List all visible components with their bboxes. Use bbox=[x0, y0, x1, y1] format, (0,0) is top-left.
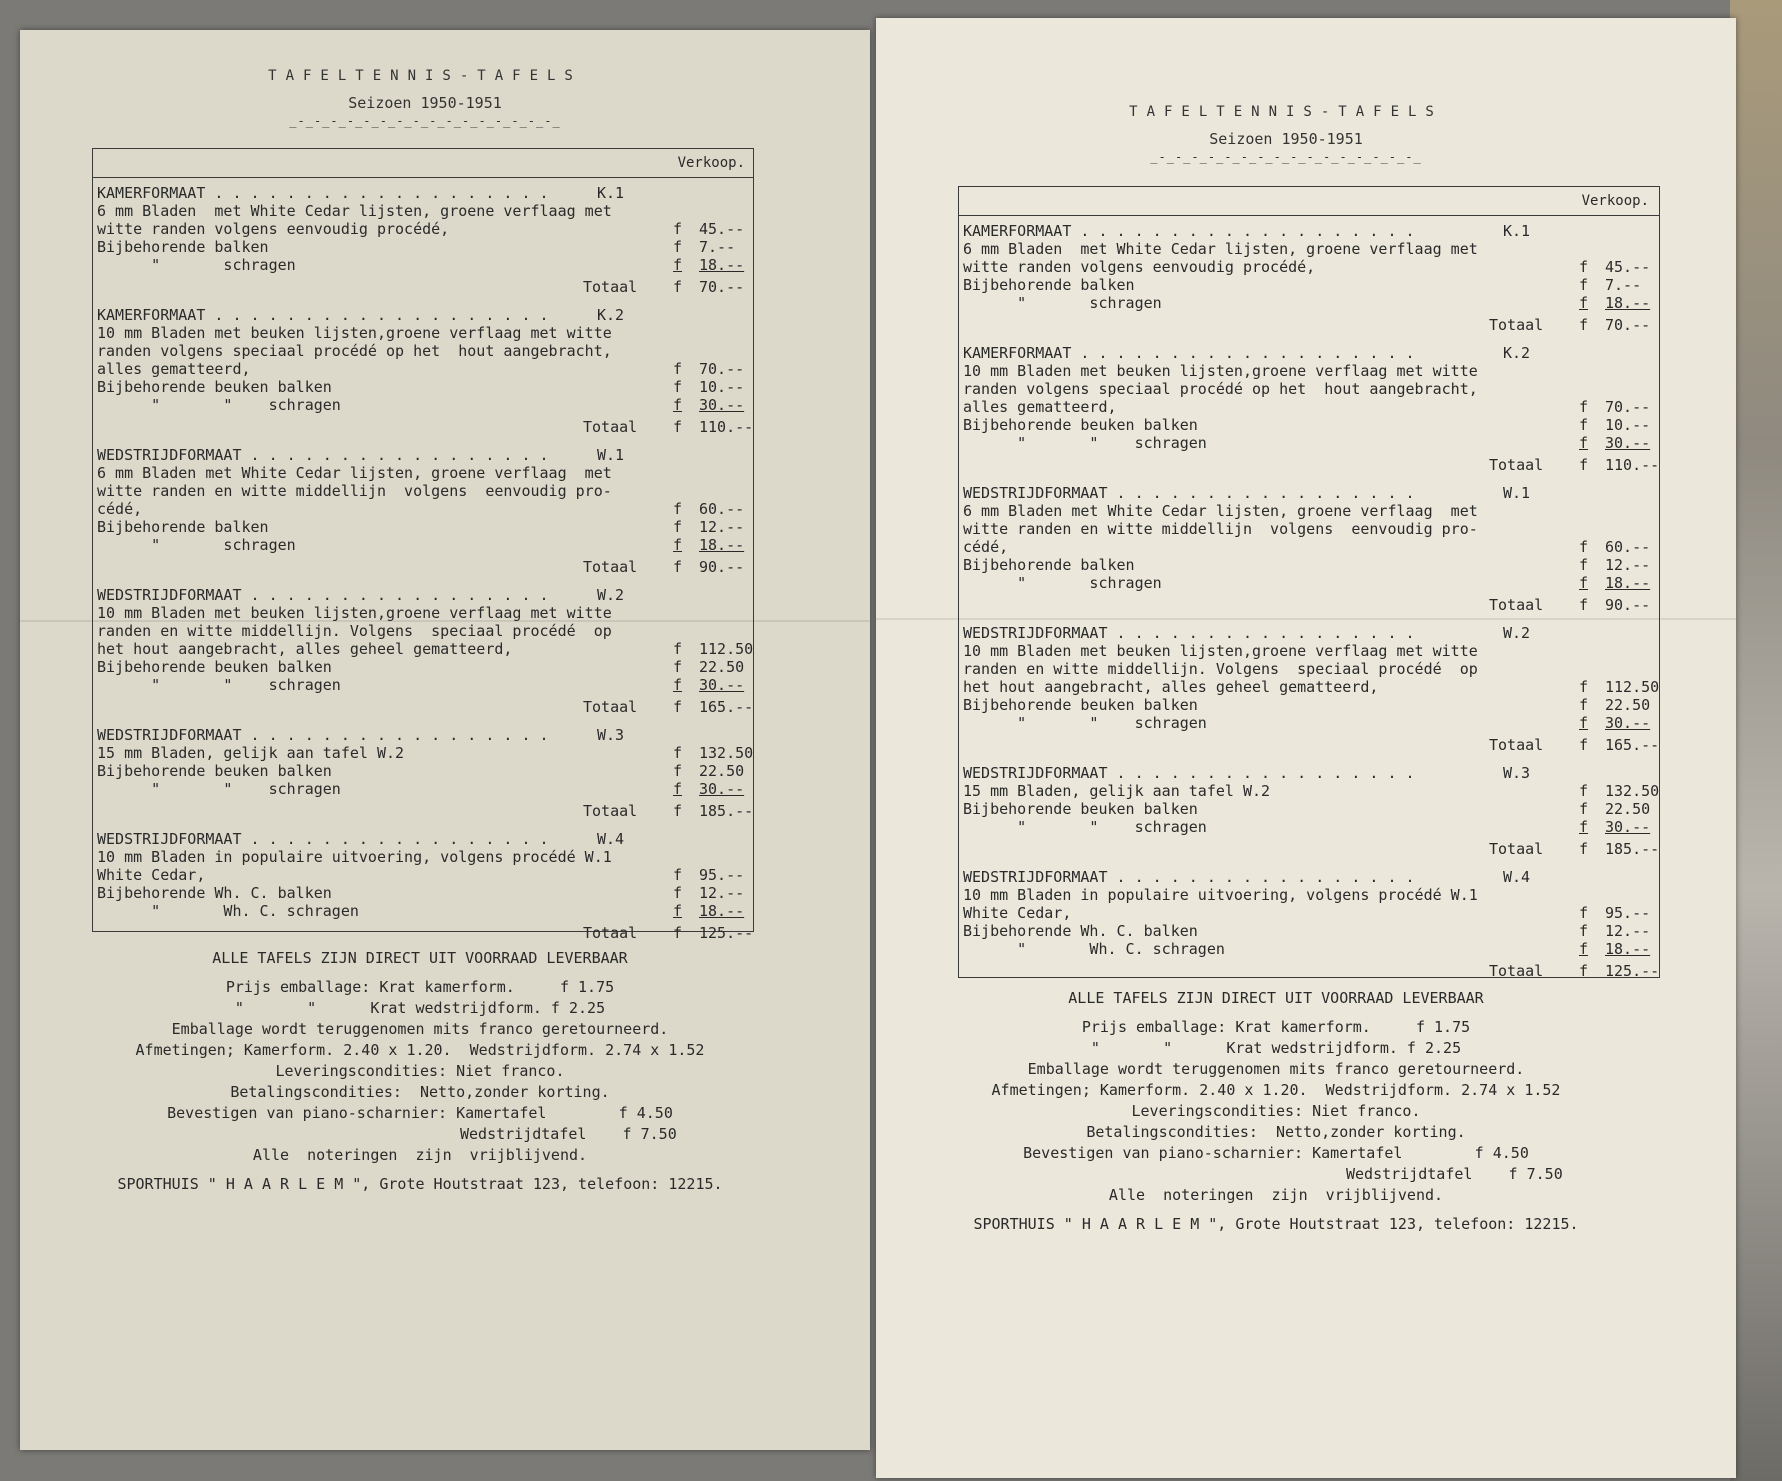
text-line bbox=[97, 621, 753, 641]
currency-symbol: f bbox=[673, 238, 683, 256]
section-total: 110.-- bbox=[699, 418, 754, 436]
section-total: 90.-- bbox=[699, 558, 745, 576]
text-line bbox=[963, 817, 1659, 837]
section-description: randen en witte middellijn. Volgens speciaal procédé op bbox=[963, 660, 1478, 678]
item-price: 7.-- bbox=[699, 238, 736, 256]
total-label: Totaal bbox=[1489, 316, 1544, 334]
section-code: W.4 bbox=[597, 830, 625, 848]
currency-symbol: f bbox=[673, 744, 683, 762]
text-line bbox=[97, 603, 753, 623]
currency-symbol: f bbox=[1579, 818, 1589, 836]
text-line bbox=[963, 921, 1659, 941]
currency-symbol: f bbox=[673, 558, 683, 576]
column-header-verkoop: Verkoop. bbox=[677, 155, 745, 171]
currency-symbol: f bbox=[673, 518, 683, 536]
item-price: 22.50 bbox=[1605, 696, 1651, 714]
section-description: 10 mm Bladen in populaire uitvoering, volgens procédé W.1 bbox=[963, 886, 1478, 904]
text-line bbox=[963, 519, 1659, 539]
hinge-price-room: Bevestigen van piano-scharnier: Kamertafel f 4.50 bbox=[167, 1104, 673, 1122]
text-line bbox=[97, 883, 753, 903]
item-price: 22.50 bbox=[1605, 800, 1651, 818]
item-label: Bijbehorende balken bbox=[97, 238, 269, 256]
text-line bbox=[97, 305, 753, 325]
total-label: Totaal bbox=[1489, 840, 1544, 858]
item-price: 7.-- bbox=[1605, 276, 1642, 294]
section-code: K.2 bbox=[597, 306, 625, 324]
background-surface bbox=[1730, 0, 1782, 1481]
item-price: 132.50 bbox=[1605, 782, 1660, 800]
text-line bbox=[963, 763, 1659, 783]
currency-symbol: f bbox=[673, 640, 683, 658]
text-line bbox=[97, 463, 753, 483]
item-label: " " schragen bbox=[97, 396, 341, 414]
currency-symbol: f bbox=[673, 500, 683, 518]
text-line bbox=[97, 779, 753, 799]
item-price: 45.-- bbox=[699, 220, 745, 238]
item-price: 132.50 bbox=[699, 744, 754, 762]
section-code: W.4 bbox=[1503, 868, 1531, 886]
hinge-price-tournament: Wedstrijdtafel f 7.50 bbox=[460, 1125, 677, 1143]
header-divider bbox=[93, 177, 753, 178]
currency-symbol: f bbox=[1579, 782, 1589, 800]
text-line bbox=[963, 275, 1659, 295]
text-line bbox=[963, 501, 1659, 521]
item-label: " Wh. C. schragen bbox=[963, 940, 1225, 958]
section-heading: KAMERFORMAAT . . . . . . . . . . . . . . . . . . . bbox=[963, 222, 1415, 240]
section-code: W.2 bbox=[1503, 624, 1531, 642]
text-line bbox=[97, 359, 753, 379]
text-line bbox=[97, 923, 753, 943]
price-table bbox=[958, 186, 1660, 978]
currency-symbol: f bbox=[1579, 962, 1589, 980]
item-label: Bijbehorende balken bbox=[963, 276, 1135, 294]
text-line bbox=[97, 395, 753, 415]
footer-block bbox=[876, 988, 1676, 1235]
currency-symbol: f bbox=[1579, 294, 1589, 312]
item-price: 95.-- bbox=[1605, 904, 1651, 922]
item-label: Bijbehorende Wh. C. balken bbox=[97, 884, 332, 902]
currency-symbol: f bbox=[1579, 456, 1589, 474]
item-label: " Wh. C. schragen bbox=[97, 902, 359, 920]
document-title: TAFELTENNIS-TAFELS bbox=[268, 68, 582, 84]
currency-symbol: f bbox=[1579, 736, 1589, 754]
section-code: W.2 bbox=[597, 586, 625, 604]
total-label: Totaal bbox=[583, 802, 638, 820]
currency-symbol: f bbox=[1579, 940, 1589, 958]
section-total: 70.-- bbox=[1605, 316, 1651, 334]
section-total: 125.-- bbox=[699, 924, 754, 942]
item-price: 10.-- bbox=[1605, 416, 1651, 434]
item-label: Bijbehorende beuken balken bbox=[963, 800, 1198, 818]
item-label: " " schragen bbox=[97, 780, 341, 798]
text-line bbox=[963, 867, 1659, 887]
currency-symbol: f bbox=[673, 256, 683, 274]
item-price: 30.-- bbox=[699, 676, 745, 694]
section-description: 10 mm Bladen met beuken lijsten,groene verflaag met witte bbox=[97, 604, 612, 622]
section-heading: WEDSTRIJDFORMAAT . . . . . . . . . . . . . . . . . bbox=[97, 586, 549, 604]
section-heading: WEDSTRIJDFORMAAT . . . . . . . . . . . . . . . . . bbox=[97, 726, 549, 744]
section-description: alles gematteerd, bbox=[963, 398, 1117, 416]
section-total: 165.-- bbox=[1605, 736, 1660, 754]
section-code: W.3 bbox=[597, 726, 625, 744]
item-label: Bijbehorende beuken balken bbox=[963, 416, 1198, 434]
currency-symbol: f bbox=[673, 698, 683, 716]
text-line bbox=[963, 537, 1659, 557]
text-line bbox=[97, 445, 753, 465]
text-line bbox=[963, 623, 1659, 643]
currency-symbol: f bbox=[673, 884, 683, 902]
text-line bbox=[97, 377, 753, 397]
currency-symbol: f bbox=[673, 360, 683, 378]
currency-symbol: f bbox=[1579, 316, 1589, 334]
price-table bbox=[92, 148, 754, 942]
currency-symbol: f bbox=[1579, 678, 1589, 696]
item-label: " " schragen bbox=[963, 714, 1207, 732]
currency-symbol: f bbox=[673, 536, 683, 554]
section-description: randen volgens speciaal procédé op het hout aangebracht, bbox=[963, 380, 1478, 398]
currency-symbol: f bbox=[673, 676, 683, 694]
item-label: Bijbehorende Wh. C. balken bbox=[963, 922, 1198, 940]
text-line bbox=[97, 657, 753, 677]
section-description: witte randen volgens eenvoudig procédé, bbox=[963, 258, 1316, 276]
currency-symbol: f bbox=[1579, 922, 1589, 940]
item-price: 18.-- bbox=[1605, 940, 1651, 958]
item-label: Bijbehorende beuken balken bbox=[97, 762, 332, 780]
shop-address: SPORTHUIS " H A A R L E M ", Grote Houtstraat 123, telefoon: 12215. bbox=[973, 1215, 1579, 1233]
section-total: 90.-- bbox=[1605, 596, 1651, 614]
item-label: Bijbehorende beuken balken bbox=[963, 696, 1198, 714]
text-line bbox=[963, 885, 1659, 905]
payment-conditions: Betalingscondities: Netto,zonder korting. bbox=[1086, 1123, 1466, 1141]
text-line bbox=[97, 865, 753, 885]
text-line bbox=[963, 483, 1659, 503]
text-line bbox=[963, 433, 1659, 453]
text-line bbox=[963, 343, 1659, 363]
currency-symbol: f bbox=[673, 802, 683, 820]
item-price: 112.50 bbox=[1605, 678, 1660, 696]
title-underline: _-_-_-_-_-_-_-_-_-_-_-_-_-_-_-_-_ bbox=[289, 114, 561, 128]
section-heading: KAMERFORMAAT . . . . . . . . . . . . . . . . . . . bbox=[97, 306, 549, 324]
text-line bbox=[963, 293, 1659, 313]
text-line bbox=[963, 595, 1659, 615]
section-code: K.1 bbox=[597, 184, 625, 202]
section-description: witte randen en witte middellijn volgens eenvoudig pro- bbox=[963, 520, 1478, 538]
document-sheet-left bbox=[20, 30, 870, 1450]
item-price: 30.-- bbox=[699, 780, 745, 798]
stock-availability-note: ALLE TAFELS ZIJN DIRECT UIT VOORRAAD LEVERBAAR bbox=[1068, 989, 1484, 1007]
packaging-return-note: Emballage wordt teruggenomen mits franco geretourneerd. bbox=[1027, 1060, 1525, 1078]
item-price: 18.-- bbox=[1605, 574, 1651, 592]
text-line bbox=[963, 239, 1659, 259]
text-line bbox=[97, 517, 753, 537]
shop-address: SPORTHUIS " H A A R L E M ", Grote Houtstraat 123, telefoon: 12215. bbox=[117, 1175, 723, 1193]
text-line bbox=[963, 735, 1659, 755]
packaging-price-room: Prijs emballage: Krat kamerform. f 1.75 bbox=[225, 978, 615, 996]
currency-symbol: f bbox=[1579, 258, 1589, 276]
item-price: 12.-- bbox=[1605, 556, 1651, 574]
packaging-price-room: Prijs emballage: Krat kamerform. f 1.75 bbox=[1081, 1018, 1471, 1036]
text-line bbox=[963, 221, 1659, 241]
total-label: Totaal bbox=[583, 558, 638, 576]
total-label: Totaal bbox=[1489, 962, 1544, 980]
item-price: 12.-- bbox=[1605, 922, 1651, 940]
text-line bbox=[97, 277, 753, 297]
section-description: randen en witte middellijn. Volgens speciaal procédé op bbox=[97, 622, 612, 640]
text-line bbox=[97, 901, 753, 921]
text-line bbox=[963, 781, 1659, 801]
section-heading: WEDSTRIJDFORMAAT . . . . . . . . . . . . . . . . . bbox=[963, 764, 1415, 782]
section-description: 10 mm Bladen met beuken lijsten,groene verflaag met witte bbox=[97, 324, 612, 342]
item-price: 70.-- bbox=[699, 360, 745, 378]
item-price: 18.-- bbox=[1605, 294, 1651, 312]
dimensions-note: Afmetingen; Kamerform. 2.40 x 1.20. Wedstrijdform. 2.74 x 1.52 bbox=[991, 1081, 1561, 1099]
section-description: 6 mm Bladen met White Cedar lijsten, groene verflaag met bbox=[963, 240, 1478, 258]
section-total: 70.-- bbox=[699, 278, 745, 296]
section-heading: WEDSTRIJDFORMAAT . . . . . . . . . . . . . . . . . bbox=[97, 446, 549, 464]
section-description: cédé, bbox=[97, 500, 143, 518]
item-price: 22.50 bbox=[699, 658, 745, 676]
text-line bbox=[97, 847, 753, 867]
text-line bbox=[97, 639, 753, 659]
currency-symbol: f bbox=[1579, 556, 1589, 574]
item-price: 70.-- bbox=[1605, 398, 1651, 416]
dimensions-note: Afmetingen; Kamerform. 2.40 x 1.20. Wedstrijdform. 2.74 x 1.52 bbox=[135, 1041, 705, 1059]
text-line bbox=[97, 585, 753, 605]
section-total: 165.-- bbox=[699, 698, 754, 716]
currency-symbol: f bbox=[673, 866, 683, 884]
section-total: 125.-- bbox=[1605, 962, 1660, 980]
document-title: TAFELTENNIS-TAFELS bbox=[1129, 104, 1443, 120]
footer-block bbox=[20, 948, 820, 1195]
packaging-return-note: Emballage wordt teruggenomen mits franco geretourneerd. bbox=[171, 1020, 669, 1038]
text-line bbox=[97, 829, 753, 849]
item-price: 18.-- bbox=[699, 902, 745, 920]
text-line bbox=[97, 341, 753, 361]
item-label: " " schragen bbox=[963, 818, 1207, 836]
section-description: 6 mm Bladen met White Cedar lijsten, groene verflaag met bbox=[963, 502, 1478, 520]
text-line bbox=[963, 257, 1659, 277]
item-price: 45.-- bbox=[1605, 258, 1651, 276]
season-label: Seizoen 1950-1951 bbox=[1209, 130, 1363, 148]
item-price: 10.-- bbox=[699, 378, 745, 396]
section-description: randen volgens speciaal procédé op het hout aangebracht, bbox=[97, 342, 612, 360]
text-line bbox=[963, 961, 1659, 981]
text-line bbox=[97, 255, 753, 275]
text-line bbox=[97, 675, 753, 695]
currency-symbol: f bbox=[673, 278, 683, 296]
section-description: White Cedar, bbox=[97, 866, 206, 884]
item-price: 30.-- bbox=[1605, 818, 1651, 836]
currency-symbol: f bbox=[673, 780, 683, 798]
text-line bbox=[97, 323, 753, 343]
currency-symbol: f bbox=[1579, 398, 1589, 416]
currency-symbol: f bbox=[673, 902, 683, 920]
section-description: het hout aangebracht, alles geheel gematteerd, bbox=[963, 678, 1379, 696]
section-description: 10 mm Bladen met beuken lijsten,groene verflaag met witte bbox=[963, 642, 1478, 660]
text-line bbox=[97, 761, 753, 781]
item-price: 12.-- bbox=[699, 518, 745, 536]
total-label: Totaal bbox=[1489, 456, 1544, 474]
noncommittal-note: Alle noteringen zijn vrijblijvend. bbox=[1108, 1186, 1444, 1204]
section-description: het hout aangebracht, alles geheel gematteerd, bbox=[97, 640, 513, 658]
text-line bbox=[97, 481, 753, 501]
currency-symbol: f bbox=[673, 924, 683, 942]
season-label: Seizoen 1950-1951 bbox=[348, 94, 502, 112]
item-label: Bijbehorende beuken balken bbox=[97, 378, 332, 396]
section-total: 185.-- bbox=[699, 802, 754, 820]
hinge-price-tournament: Wedstrijdtafel f 7.50 bbox=[1346, 1165, 1563, 1183]
section-description: 10 mm Bladen met beuken lijsten,groene verflaag met witte bbox=[963, 362, 1478, 380]
item-price: 60.-- bbox=[1605, 538, 1651, 556]
section-description: cédé, bbox=[963, 538, 1009, 556]
text-line bbox=[97, 417, 753, 437]
section-heading: WEDSTRIJDFORMAAT . . . . . . . . . . . . . . . . . bbox=[963, 624, 1415, 642]
text-line bbox=[963, 315, 1659, 335]
section-code: K.1 bbox=[1503, 222, 1531, 240]
stock-availability-note: ALLE TAFELS ZIJN DIRECT UIT VOORRAAD LEVERBAAR bbox=[212, 949, 628, 967]
text-line bbox=[963, 839, 1659, 859]
total-label: Totaal bbox=[583, 698, 638, 716]
packaging-price-tournament: " " Krat wedstrijdform. f 2.25 bbox=[1090, 1039, 1462, 1057]
item-price: 22.50 bbox=[699, 762, 745, 780]
section-heading: WEDSTRIJDFORMAAT . . . . . . . . . . . . . . . . . bbox=[963, 868, 1415, 886]
item-price: 12.-- bbox=[699, 884, 745, 902]
text-line bbox=[963, 555, 1659, 575]
text-line bbox=[97, 183, 753, 203]
currency-symbol: f bbox=[1579, 574, 1589, 592]
section-heading: KAMERFORMAAT . . . . . . . . . . . . . . . . . . . bbox=[97, 184, 549, 202]
currency-symbol: f bbox=[673, 658, 683, 676]
text-line bbox=[963, 799, 1659, 819]
total-label: Totaal bbox=[1489, 736, 1544, 754]
section-code: W.3 bbox=[1503, 764, 1531, 782]
item-price: 30.-- bbox=[699, 396, 745, 414]
section-heading: WEDSTRIJDFORMAAT . . . . . . . . . . . . . . . . . bbox=[963, 484, 1415, 502]
currency-symbol: f bbox=[673, 762, 683, 780]
item-price: 30.-- bbox=[1605, 714, 1651, 732]
item-label: Bijbehorende balken bbox=[97, 518, 269, 536]
section-description: 15 mm Bladen, gelijk aan tafel W.2 bbox=[963, 782, 1271, 800]
currency-symbol: f bbox=[673, 220, 683, 238]
item-label: Bijbehorende beuken balken bbox=[97, 658, 332, 676]
item-label: Bijbehorende balken bbox=[963, 556, 1135, 574]
text-line bbox=[97, 201, 753, 221]
section-code: W.1 bbox=[1503, 484, 1531, 502]
section-description: 6 mm Bladen met White Cedar lijsten, groene verflaag met bbox=[97, 464, 612, 482]
text-line bbox=[963, 939, 1659, 959]
item-label: " " schragen bbox=[963, 434, 1207, 452]
text-line bbox=[963, 379, 1659, 399]
text-line bbox=[963, 641, 1659, 661]
currency-symbol: f bbox=[1579, 434, 1589, 452]
section-description: alles gematteerd, bbox=[97, 360, 251, 378]
item-label: " schragen bbox=[97, 536, 296, 554]
item-price: 95.-- bbox=[699, 866, 745, 884]
item-price: 30.-- bbox=[1605, 434, 1651, 452]
section-heading: KAMERFORMAAT . . . . . . . . . . . . . . . . . . . bbox=[963, 344, 1415, 362]
currency-symbol: f bbox=[1579, 714, 1589, 732]
section-code: W.1 bbox=[597, 446, 625, 464]
text-line bbox=[963, 455, 1659, 475]
total-label: Totaal bbox=[583, 418, 638, 436]
currency-symbol: f bbox=[1579, 276, 1589, 294]
item-label: " schragen bbox=[963, 574, 1162, 592]
text-line bbox=[97, 219, 753, 239]
currency-symbol: f bbox=[1579, 596, 1589, 614]
total-label: Totaal bbox=[1489, 596, 1544, 614]
header-divider bbox=[959, 215, 1659, 216]
item-price: 18.-- bbox=[699, 536, 745, 554]
text-line bbox=[963, 397, 1659, 417]
text-line bbox=[97, 535, 753, 555]
payment-conditions: Betalingscondities: Netto,zonder korting. bbox=[230, 1083, 610, 1101]
delivery-conditions: Leveringscondities: Niet franco. bbox=[275, 1062, 565, 1080]
currency-symbol: f bbox=[1579, 696, 1589, 714]
item-price: 60.-- bbox=[699, 500, 745, 518]
total-label: Totaal bbox=[583, 278, 638, 296]
currency-symbol: f bbox=[673, 396, 683, 414]
item-label: " schragen bbox=[97, 256, 296, 274]
item-price: 112.50 bbox=[699, 640, 754, 658]
text-line bbox=[97, 725, 753, 745]
text-line bbox=[963, 713, 1659, 733]
text-line bbox=[97, 557, 753, 577]
text-line bbox=[963, 903, 1659, 923]
item-label: " " schragen bbox=[97, 676, 341, 694]
text-line bbox=[97, 499, 753, 519]
section-description: White Cedar, bbox=[963, 904, 1072, 922]
currency-symbol: f bbox=[1579, 800, 1589, 818]
currency-symbol: f bbox=[673, 418, 683, 436]
text-line bbox=[963, 677, 1659, 697]
section-description: witte randen en witte middellijn volgens eenvoudig pro- bbox=[97, 482, 612, 500]
text-line bbox=[963, 659, 1659, 679]
currency-symbol: f bbox=[1579, 840, 1589, 858]
hinge-price-room: Bevestigen van piano-scharnier: Kamertafel f 4.50 bbox=[1023, 1144, 1529, 1162]
text-line bbox=[963, 573, 1659, 593]
packaging-price-tournament: " " Krat wedstrijdform. f 2.25 bbox=[234, 999, 606, 1017]
column-header-verkoop: Verkoop. bbox=[1581, 193, 1649, 209]
currency-symbol: f bbox=[1579, 538, 1589, 556]
text-line bbox=[963, 415, 1659, 435]
section-total: 110.-- bbox=[1605, 456, 1660, 474]
item-label: " schragen bbox=[963, 294, 1162, 312]
text-line bbox=[97, 743, 753, 763]
section-total: 185.-- bbox=[1605, 840, 1660, 858]
text-line bbox=[97, 801, 753, 821]
section-description: 6 mm Bladen met White Cedar lijsten, groene verflaag met bbox=[97, 202, 612, 220]
title-underline: _-_-_-_-_-_-_-_-_-_-_-_-_-_-_-_-_ bbox=[1150, 150, 1422, 164]
noncommittal-note: Alle noteringen zijn vrijblijvend. bbox=[252, 1146, 588, 1164]
document-sheet-right bbox=[876, 18, 1736, 1478]
section-description: 10 mm Bladen in populaire uitvoering, volgens procédé W.1 bbox=[97, 848, 612, 866]
text-line bbox=[97, 237, 753, 257]
item-price: 18.-- bbox=[699, 256, 745, 274]
text-line bbox=[97, 697, 753, 717]
section-heading: WEDSTRIJDFORMAAT . . . . . . . . . . . . . . . . . bbox=[97, 830, 549, 848]
total-label: Totaal bbox=[583, 924, 638, 942]
delivery-conditions: Leveringscondities: Niet franco. bbox=[1131, 1102, 1421, 1120]
section-code: K.2 bbox=[1503, 344, 1531, 362]
currency-symbol: f bbox=[1579, 416, 1589, 434]
section-description: witte randen volgens eenvoudig procédé, bbox=[97, 220, 450, 238]
currency-symbol: f bbox=[1579, 904, 1589, 922]
currency-symbol: f bbox=[673, 378, 683, 396]
text-line bbox=[963, 695, 1659, 715]
text-line bbox=[963, 361, 1659, 381]
section-description: 15 mm Bladen, gelijk aan tafel W.2 bbox=[97, 744, 405, 762]
